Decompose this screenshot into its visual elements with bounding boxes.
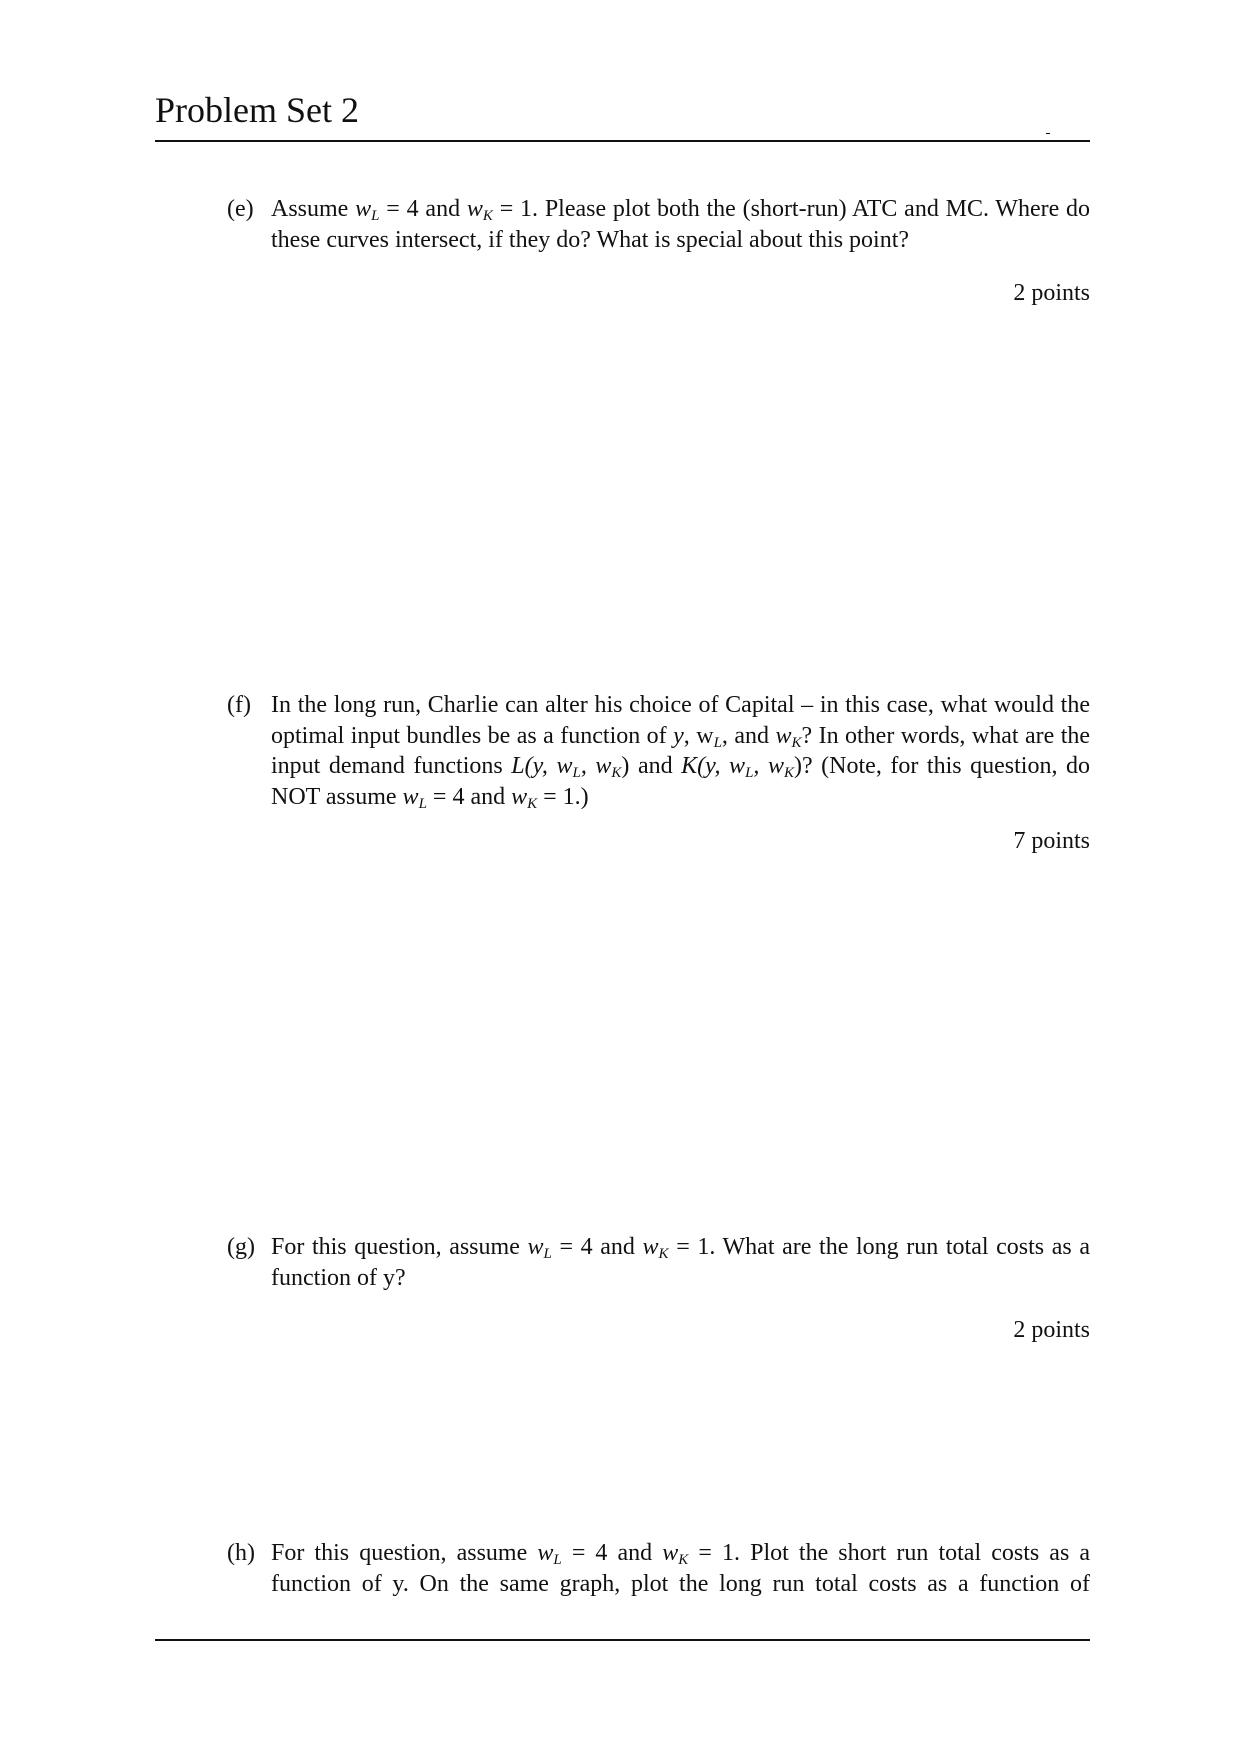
question-text: For this question, assume $w_L = 4$ and $w_K = 1$. What are the long run total costs as a function of y? (271, 1234, 1091, 1291)
question-text: Assume $w_L = 4$ and $w_K = 1$. Please plot both the (short-run) ATC and MC. Where do these curves intersect, if they do? What is special about this point? (271, 196, 1091, 253)
points-g: 2 points (1013, 1317, 1090, 1343)
points-e: 2 points (1013, 280, 1090, 306)
question-h (227, 1538, 1090, 1599)
question-label: (g) (227, 1234, 255, 1260)
question-text: In the long run, Charlie can alter his choice of Capital – in this case, what would the optimal input bundles be as a function of y, $w_L$, and $w_K$? In other words, what are the input demand functions L(y, $w_L$, $w_K$) and K(y, $w_L$, $w_K$)? (Note, for this question, do NOT assume $w_L = 4$ and $w_K = 1$.) (271, 692, 1091, 812)
question-f (227, 690, 1090, 812)
points-f: 7 points (1013, 828, 1090, 854)
question-text: For this question, assume $w_L = 4$ and $w_K = 1$. Plot the short run total costs as a function of y. On the same graph, plot the long run total costs as a function of (271, 1540, 1091, 1597)
question-label: (e) (227, 196, 254, 222)
page-header-title: Problem Set 2 (155, 90, 359, 130)
question-e (227, 194, 1090, 255)
question-label: (h) (227, 1540, 255, 1566)
header-mark (1046, 133, 1050, 134)
footer-rule (155, 1639, 1090, 1641)
question-label: (f) (227, 692, 251, 718)
header-rule (155, 140, 1090, 142)
question-g (227, 1232, 1090, 1293)
